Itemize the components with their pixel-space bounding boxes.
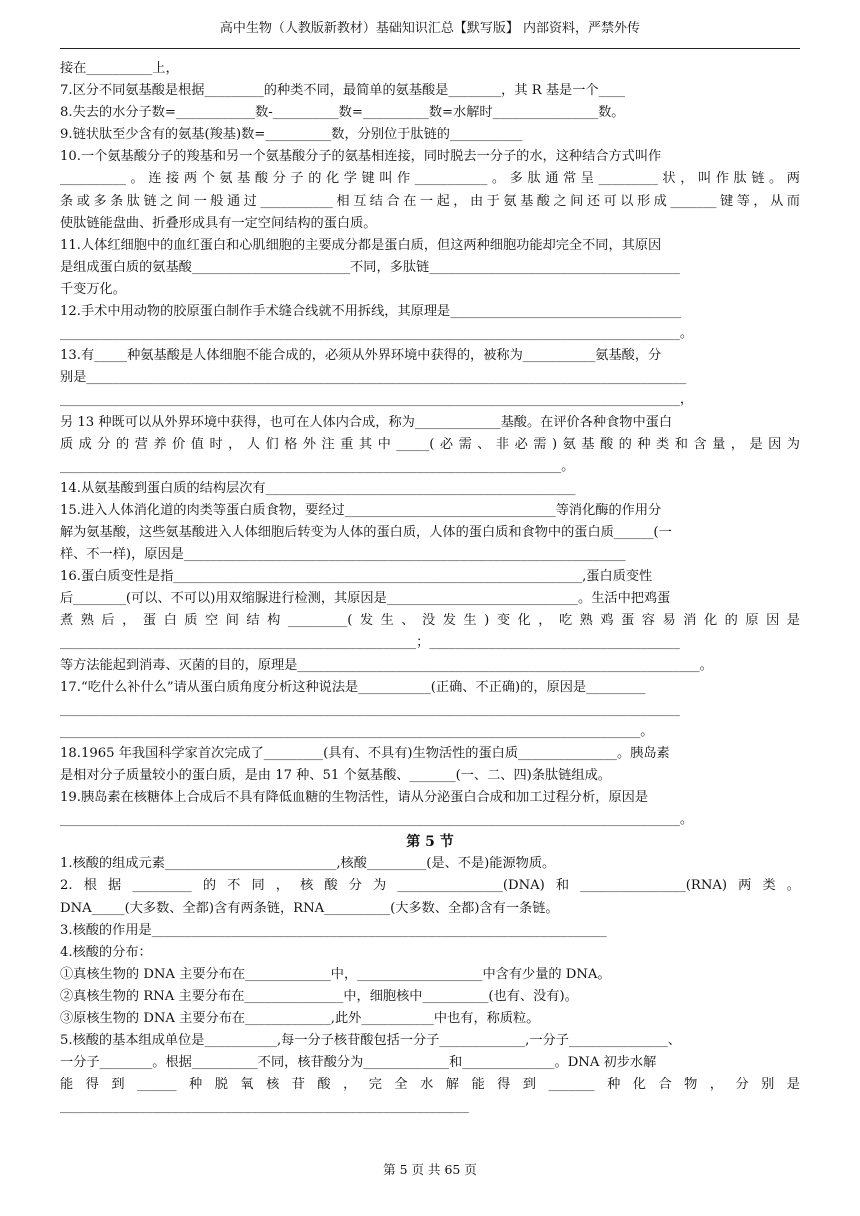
text-line: 一分子________。根据__________不同，核苷酸分为_____________和______________。DNA 初步水解 (60, 1055, 657, 1071)
text-line: 接在__________上， (60, 61, 179, 76)
question-8: 8.失去的水分子数=____________数-__________数=__________数=水解时________________数。 (60, 105, 625, 121)
s5-question-4: 4.核酸的分布： (60, 944, 152, 960)
text-line: DNA_____(大多数、全都)含有两条链，RNA__________(大多数、全都)含有一条链。 (60, 900, 559, 916)
text-line: 解为氨基酸，这些氨基酸进入人体细胞后转变为人体的蛋白质，人体的蛋白质和食物中的蛋白质______(一 (60, 524, 672, 540)
text-line: 后________(可以、不可以)用双缩脲进行检测，其原因是_____________________________。生活中把鸡蛋 (60, 591, 671, 607)
answer-line: ______________________________________________________________________________________________。 (60, 812, 693, 828)
section-title: 第 5 节 (406, 834, 454, 851)
text-line: 能得到______种脱氧核苷酸，完全水解能得到_______种化合物，分别是 (60, 1077, 800, 1093)
question-16: 16.蛋白质变性是指______________________________________________________________,蛋白质变性 (60, 569, 653, 585)
question-12: 12.手术中用动物的胶原蛋白制作手术缝合线就不用拆线，其原理是___________________________________ (60, 304, 682, 320)
question-17: 17.“吃什么补什么”请从蛋白质角度分析这种说法是___________(正确、不正确)的，原因是_________ (60, 679, 646, 695)
text-line: 千变万化。 (60, 281, 126, 297)
text-line: ③原核生物的 DNA 主要分布在_____________,此外___________中也有，称质粒。 (60, 1011, 540, 1027)
text-line: 是组成蛋白质的氨基酸________________________不同，多肽链______________________________________ (60, 259, 680, 275)
answer-line: ______________________________________________________________ (60, 1099, 469, 1115)
s5-question-3: 3.核酸的作用是_____________________________________________________________________ (60, 922, 607, 938)
text-line: 样、不一样)，原因是___________________________________________________________________ (60, 547, 626, 563)
question-10: 10.一个氨基酸分子的羧基和另一个氨基酸分子的氨基相连接，同时脱去一分子的水，这种结合方式叫作 (60, 149, 662, 165)
worksheet-body (60, 58, 800, 1119)
text-line: 煮熟后，蛋白质空间结构_________(发生、没发生)变化，吃熟鸡蛋容易消化的原因是 (60, 613, 800, 629)
page-header: 高中生物（人教版新教材）基础知识汇总【默写版】 内部资料，严禁外传 (60, 14, 800, 49)
text-line: ②真核生物的 RNA 主要分布在_______________中，细胞核中__________(也有、没有)。 (60, 988, 578, 1004)
answer-line: 别是___________________________________________________________________________________________ (60, 370, 687, 386)
question-7: 7.区分不同氨基酸是根据_________的种类不同，最简单的氨基酸是________，其 R 基是一个____ (60, 83, 625, 99)
text-line: 另 13 种既可以从外界环境中获得，也可在人体内合成，称为_____________基酸。在评价各种食物中蛋白 (60, 414, 673, 430)
answer-line: ______________________________________________________________________________________________。 (60, 326, 693, 342)
question-9: 9.链状肽至少含有的氨基(羧基)数=__________数，分别位于肽链的___________ (60, 127, 523, 143)
text-line: 等方法能起到消毒、灭菌的目的，原理是_____________________________________________________________。 (60, 657, 713, 673)
s5-question-2: 2.根据_________的不同，核酸分为________________(DNA)和________________(RNA)两类。 (60, 878, 800, 894)
answer-line: ____________________________________________________________________________。 (60, 458, 575, 474)
text-line: 是相对分子质量较小的蛋白质，是由 17 种、51 个氨基酸、_______(一、二、四)条肽链组成。 (60, 768, 611, 783)
text-line: 条或多条肽链之间一般通过___________相互结合在一起，由于氨基酸之间还可以形成_______键等，从而 (60, 193, 800, 209)
text-line: ①真核生物的 DNA 主要分布在_____________中，___________________中含有少量的 DNA。 (60, 966, 611, 982)
page-number: 第 5 页 共 65 页 (383, 1162, 477, 1177)
answer-line: ______________________________________________________；______________________________________ (60, 635, 680, 651)
question-18: 18.1965 年我国科学家首次完成了_________(具有、不具有)生物活性的蛋白质_______________。胰岛素 (60, 745, 670, 761)
answer-line: ______________________________________________________________________________________________ (60, 701, 680, 717)
text-line: 使肽链能盘曲、折叠形成具有一定空间结构的蛋白质。 (60, 215, 377, 231)
s5-question-5: 5.核酸的基本组成单位是___________,每一分子核苷酸包括一分子_____________,一分子_______________、 (60, 1033, 681, 1049)
question-13: 13.有_____种氨基酸是人体细胞不能合成的，必须从外界环境中获得的，被称为___________氨基酸，分 (60, 348, 662, 364)
question-14: 14.从氨基酸到蛋白质的结构层次有_______________________________________________ (60, 480, 576, 496)
answer-line: ________________________________________________________________________________________。 (60, 723, 654, 739)
s5-question-1: 1.核酸的组成元素__________________________,核酸_________(是、不是)能源物质。 (60, 856, 556, 872)
question-15: 15.进入人体消化道的肉类等蛋白质食物，要经过________________________________等消化酶的作用分 (60, 502, 662, 518)
text-line: 质成分的营养价值时，人们格外注重其中_____(必需、非必需)氨基酸的种类和含量，是因为 (60, 436, 800, 452)
answer-line: ______________________________________________________________________________________________， (60, 392, 693, 408)
text-line: __________。连接两个氨基酸分子的化学键叫作___________。多肽通常呈_________状，叫作肽链。两 (60, 171, 800, 187)
question-11: 11.人体红细胞中的血红蛋白和心肌细胞的主要成分都是蛋白质，但这两种细胞功能却完全不同，其原因 (60, 237, 662, 253)
question-19: 19.胰岛素在核糖体上合成后不具有降低血糖的生物活性，请从分泌蛋白合成和加工过程分析，原因是 (60, 790, 649, 806)
